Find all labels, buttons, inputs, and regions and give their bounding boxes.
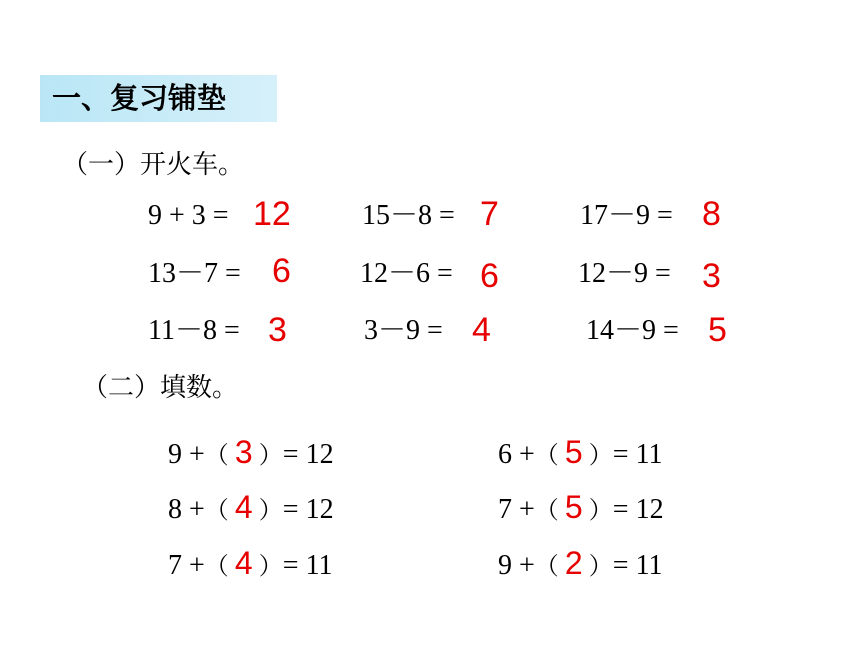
fill-left: 9 + [498, 550, 535, 581]
train-problem-expression: 11－8 = [148, 315, 240, 346]
open-paren: （ [204, 441, 229, 469]
train-problem-answer: 3 [702, 257, 721, 295]
open-paren: （ [204, 496, 229, 524]
train-problem-expression: 12－9 = [578, 258, 671, 289]
train-problem-answer: 5 [708, 311, 727, 349]
fill-problem [498, 547, 663, 582]
open-paren: （ [534, 496, 559, 524]
fill-right: = 11 [282, 550, 333, 581]
train-problem-answer: 7 [480, 195, 499, 233]
fill-right: = 11 [612, 550, 663, 581]
subsection-heading-train: （一）开火车。 [62, 150, 245, 180]
fill-left: 7 + [168, 550, 205, 581]
fill-problem [498, 491, 664, 526]
fill-right: = 12 [282, 439, 334, 470]
fill-answer: 4 [234, 545, 253, 581]
close-paren: ） [588, 552, 613, 580]
train-problem-answer: 6 [272, 252, 291, 290]
subsection-heading-fill: （二）填数。 [82, 373, 239, 403]
fill-left: 6 + [498, 439, 535, 470]
fill-answer: 5 [564, 489, 583, 525]
train-problem-expression: 13－7 = [148, 258, 241, 289]
fill-problem [168, 491, 334, 526]
fill-right: = 12 [612, 494, 664, 525]
train-problem-answer: 3 [268, 311, 287, 349]
close-paren: ） [588, 496, 613, 524]
close-paren: ） [588, 441, 613, 469]
train-problem-expression: 14－9 = [586, 315, 679, 346]
open-paren: （ [534, 552, 559, 580]
train-problem-expression: 9 + 3 = [148, 200, 229, 231]
fill-answer: 2 [564, 545, 583, 581]
train-problem-expression: 3－9 = [364, 315, 443, 346]
fill-answer: 3 [234, 434, 253, 470]
fill-left: 9 + [168, 439, 205, 470]
fill-problem [168, 436, 334, 471]
section-title: 一、复习铺垫 [40, 75, 277, 122]
fill-right: = 11 [612, 439, 663, 470]
fill-right: = 12 [282, 494, 334, 525]
train-problem-expression: 17－9 = [580, 200, 673, 231]
train-problem-answer: 4 [472, 311, 491, 349]
fill-left: 8 + [168, 494, 205, 525]
train-problem-expression: 12－6 = [360, 258, 453, 289]
fill-problem [498, 436, 663, 471]
fill-answer: 5 [564, 434, 583, 470]
close-paren: ） [258, 496, 283, 524]
fill-problem [168, 547, 333, 582]
fill-answer: 4 [234, 489, 253, 525]
close-paren: ） [258, 441, 283, 469]
train-problem-answer: 6 [480, 257, 499, 295]
train-problem-expression: 15－8 = [362, 200, 455, 231]
open-paren: （ [534, 441, 559, 469]
train-problem-answer: 12 [253, 195, 291, 233]
train-problem-answer: 8 [702, 195, 721, 233]
fill-left: 7 + [498, 494, 535, 525]
close-paren: ） [258, 552, 283, 580]
open-paren: （ [204, 552, 229, 580]
